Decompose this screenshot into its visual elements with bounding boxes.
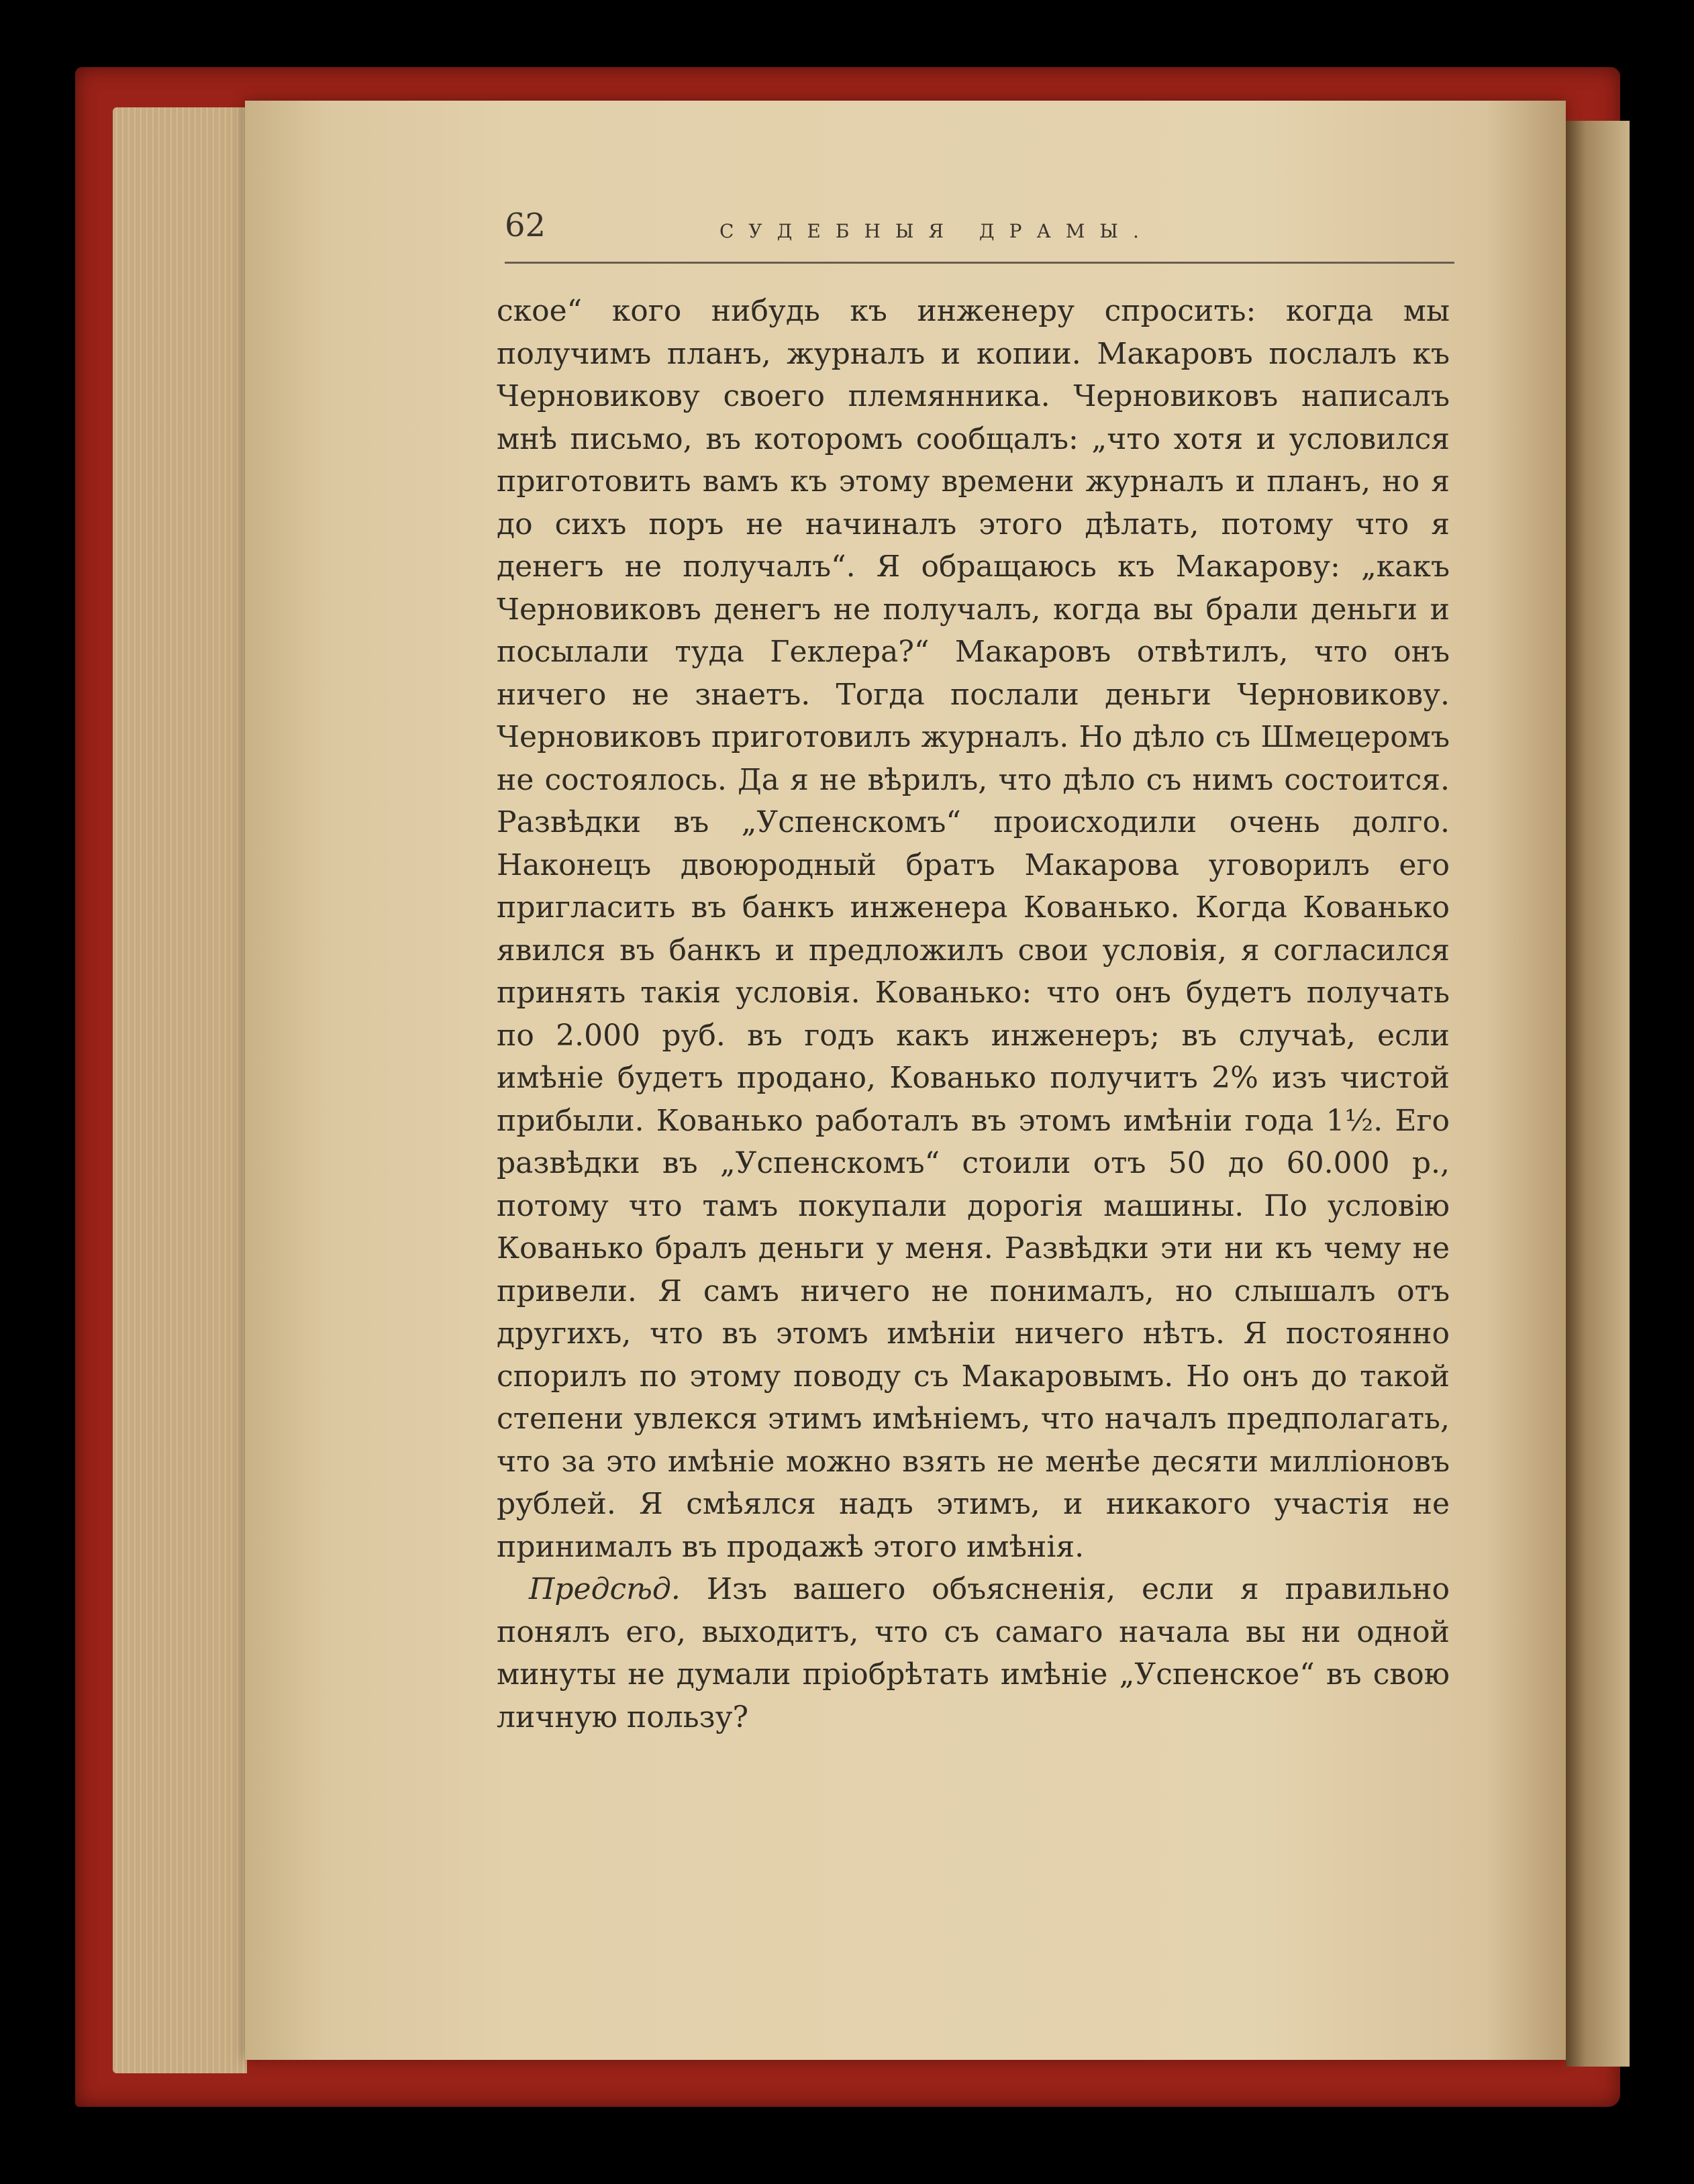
page-edges (113, 107, 247, 2073)
book-gutter (1566, 121, 1630, 2067)
page-number: 62 (505, 207, 546, 244)
speech-text: Изъ вашего объясненія, если я правильно понялъ его, выходитъ, что съ самаго начала вы ни одной минуты не думали пріобрѣтать имѣніе „Успенское“ въ свою личную пользу? (497, 1572, 1450, 1734)
speech-paragraph (497, 1568, 1450, 1738)
running-head: СУДЕБНЫЯ ДРАМЫ. (719, 220, 1154, 242)
speaker-label: Предсѣд. (529, 1572, 681, 1606)
page-header (505, 201, 1454, 264)
paragraph: ское“ кого нибудь къ инженеру спросить: когда мы получимъ планъ, журналъ и копии. Макаровъ послалъ къ Черновикову своего племянника. Черновиковъ написалъ мнѣ письмо, въ которомъ сообщалъ: „что хотя и условился приготовить вамъ къ этому времени журналъ и планъ, но я до сихъ поръ не начиналъ этого дѣлать, потому что я денегъ не получалъ“. Я обращаюсь къ Макарову: „какъ Черновиковъ денегъ не получалъ, когда вы брали деньги и посылали туда Геклера?“ Макаровъ отвѣтилъ, что онъ ничего не знаетъ. Тогда послали деньги Черновикову. Черновиковъ приготовилъ журналъ. Но дѣло съ Шмецеромъ не состоялось. Да я не вѣрилъ, что дѣло съ нимъ состоится. Развѣдки въ „Успенскомъ“ происходили очень долго. Наконецъ двоюродный братъ Макарова уговорилъ его пригласить въ банкъ инженера Кованько. Когда Кованько явился въ банкъ и предложилъ свои условія, я согласился принять такія условія. Кованько: что онъ будетъ получать по 2.000 руб. въ годъ какъ инженеръ; въ случаѣ, если имѣніе будетъ продано, Кованько получитъ 2% изъ чистой прибыли. Кованько работалъ въ этомъ имѣніи года 1½. Его развѣдки въ „Успенскомъ“ стоили отъ 50 до 60.000 р., потому что тамъ покупали дорогія машины. По условію Кованько бралъ деньги у меня. Развѣдки эти ни къ чему не привели. Я самъ ничего не понималъ, но слышалъ отъ другихъ, что въ этомъ имѣніи ничего нѣтъ. Я постоянно спорилъ по этому поводу съ Макаровымъ. Но онъ до такой степени увлекся этимъ имѣніемъ, что началъ предполагать, что за это имѣніе можно взять не менѣе десяти милліоновъ рублей. Я смѣялся надъ этимъ, и никакого участія не принималъ въ продажѣ этого имѣнія. (497, 294, 1450, 1564)
body-text (497, 290, 1450, 1738)
